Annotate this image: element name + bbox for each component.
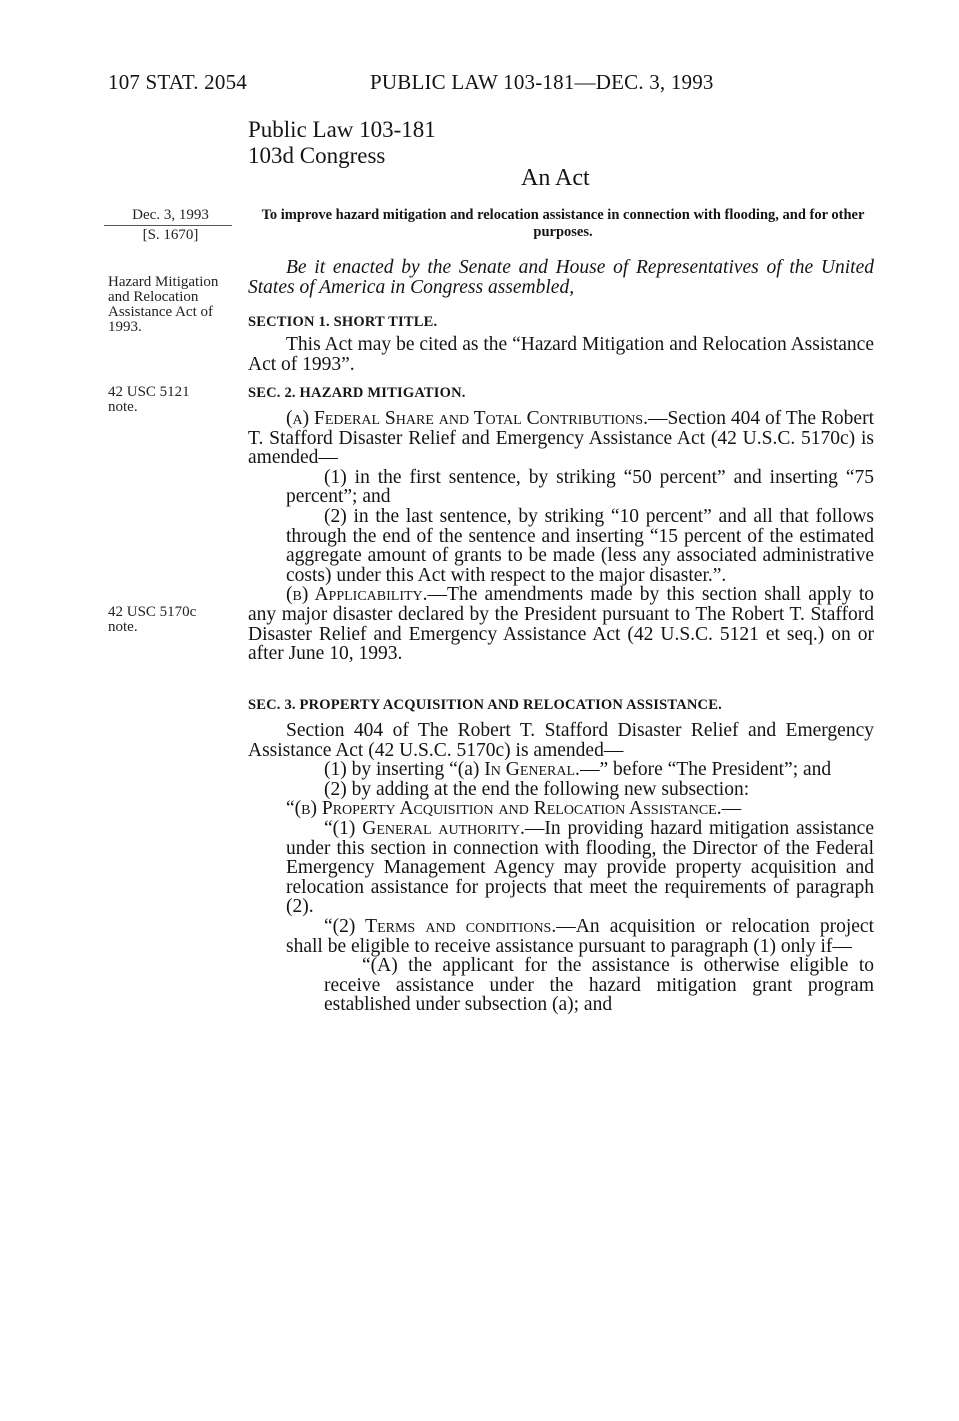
bill-number: [S. 1670] [142, 227, 199, 243]
item-1-small-caps: In General. [484, 759, 580, 781]
section-3-item-1 [248, 760, 874, 780]
item-1-text-start: (1) by inserting “(a) [324, 759, 485, 781]
subparagraph-a: “(A) the applicant for the assistance is otherwise eligible to receive assistance under the hazard mitigation grant program established under subsection (a); and [324, 955, 874, 1016]
subsection-a-item-1: (1) in the first sentence, by striking “50 percent” and inserting “75 percent”; and [286, 466, 874, 508]
subsection-b-text: —The amendments made by this section shall apply to any major disaster declared by the President pursuant to The Robert T. Stafford Disaster Relief and Emergency Assistance Act (42 U.S.C. 5121 et seq.) on or after June 10, 1993. [248, 584, 874, 665]
margin-divider [104, 225, 232, 226]
section-3-heading: SEC. 3. PROPERTY ACQUISITION AND RELOCATION ASSISTANCE. [248, 697, 722, 713]
congress: 103d Congress [248, 143, 386, 168]
subsection-a-label: (a) Federal Share and Total Contributions. [286, 408, 648, 429]
subsection-b-label: (b) Applicability. [286, 584, 428, 606]
law-number: Public Law 103-181 [248, 117, 436, 142]
margin-usc-note-2: 42 USC 5170c note. [108, 604, 197, 635]
paragraph-1 [248, 819, 874, 917]
subsection-b [248, 585, 874, 663]
section-3-body [248, 721, 874, 1015]
page-citation: 107 STAT. 2054 [108, 70, 247, 94]
paragraph-2-label: “(2) Terms and conditions. [324, 915, 557, 937]
enacting-clause: Be it enacted by the Senate and House of Representatives of the United States of America in Congress assembled, [248, 257, 874, 298]
running-header: PUBLIC LAW 103-181—DEC. 3, 1993 [370, 70, 714, 94]
paragraph-1-label: “(1) General authority. [324, 817, 525, 839]
enactment-date: Dec. 3, 1993 [132, 207, 209, 223]
paragraph-1-text: —In providing hazard mitigation assistance under this section in connection with flooding, the Director of the Federal Emergency Management Agency may provide property acquisition and relocation assistance for projects that meet the requirements of paragraph (2). [286, 817, 874, 918]
item-1-text-end: —” before “The President”; and [579, 759, 832, 781]
section-3-intro: Section 404 of The Robert T. Stafford Disaster Relief and Emergency Assistance Act (42 U.S.C. 5170c) is amended— [248, 720, 874, 761]
law-title-block [248, 117, 436, 169]
subsection-b-title: “(b) Property Acquisition and Relocation Assistance. [286, 798, 722, 820]
margin-usc-note-1: 42 USC 5121 note. [108, 384, 190, 415]
subsection-a [248, 409, 874, 468]
section-3-item-2: (2) by adding at the end the following new subsection: [324, 778, 750, 800]
an-act-heading: An Act [521, 165, 590, 191]
section-1-heading: SECTION 1. SHORT TITLE. [248, 314, 438, 330]
margin-short-title: Hazard Mitigation and Relocation Assistance Act of 1993. [108, 274, 219, 335]
paragraph-2 [248, 917, 874, 956]
subsection-a-item-2: (2) in the last sentence, by striking “10 percent” and all that follows through the end of the sentence and inserting “15 percent of the estimated aggregate amount of grants to be made (less any associated administrative costs) under this Act with respect to the major disaster.”. [286, 505, 874, 586]
subsection-b-dash: — [721, 798, 742, 820]
act-purpose: To improve hazard mitigation and relocation assistance in connection with flooding, and for other purposes. [261, 207, 865, 240]
subsection-a-text: —Section 404 of The Robert T. Stafford Disaster Relief and Emergency Assistance Act (42 U.S.C. 5170c) is amended— [248, 408, 875, 469]
paragraph-2-text: —An acquisition or relocation project shall be eligible to receive assistance pursuant to paragraph (1) only if— [286, 915, 874, 957]
section-1-text: This Act may be cited as the “Hazard Mitigation and Relocation Assistance Act of 1993”. [248, 334, 874, 375]
subsection-b-heading [248, 799, 874, 819]
section-2-body [248, 409, 874, 664]
margin-date-note [108, 208, 233, 243]
section-2-heading: SEC. 2. HAZARD MITIGATION. [248, 385, 466, 401]
